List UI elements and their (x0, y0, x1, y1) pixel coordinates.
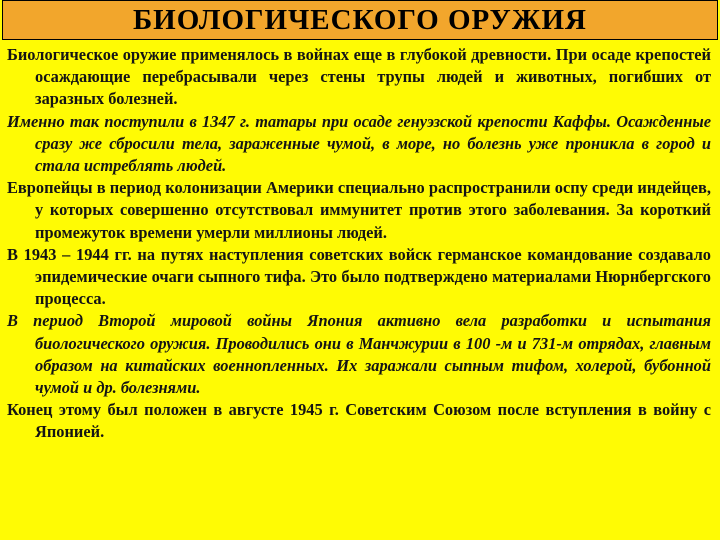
content-area (7, 44, 711, 444)
paragraph-kaffa-siege: Именно так поступили в 1347 г. татары при осаде генуэзской крепости Каффы. Осажденные сразу же сбросили тела, зараженные чумой, в море, но болезнь уже проникла в город и стала истреблять людей. (7, 111, 711, 176)
paragraph-end-1945: Конец этому был положен в августе 1945 г. Советским Союзом после вступления в войну с Японией. (7, 400, 711, 442)
paragraph-1943-1944: В 1943 – 1944 гг. на путях наступления советских войск германское командование создавало эпидемические очаги сыпного тифа. Это было подтверждено материалами Нюрнбергского процесса. (7, 244, 711, 309)
slide-title: БИОЛОГИЧЕСКОГО ОРУЖИЯ (133, 3, 587, 36)
paragraph-america-colonization: Европейцы в период колонизации Америки специально распространили оспу среди индейцев, у которых совершенно отсутствовал иммунитет против этого заболевания. За короткий промежуток времени умерли миллионы людей. (7, 178, 711, 242)
paragraph-japan-wwii: В период Второй мировой войны Япония активно вела разработки и испытания биологического оружия. Проводились они в Манчжурии в 100 -м и 731-м отрядах, главным образом на китайских военнопленных. Их заражали сыпным тифом, холерой, бубонной чумой и др. болезнями. (7, 311, 711, 398)
paragraph-ancient-use: Биологическое оружие применялось в войнах еще в глубокой древности. При осаде крепостей осаждающие перебрасывали через стены трупы людей и животных, погибших от заразных болезней. (7, 45, 711, 109)
title-bar (2, 0, 718, 40)
